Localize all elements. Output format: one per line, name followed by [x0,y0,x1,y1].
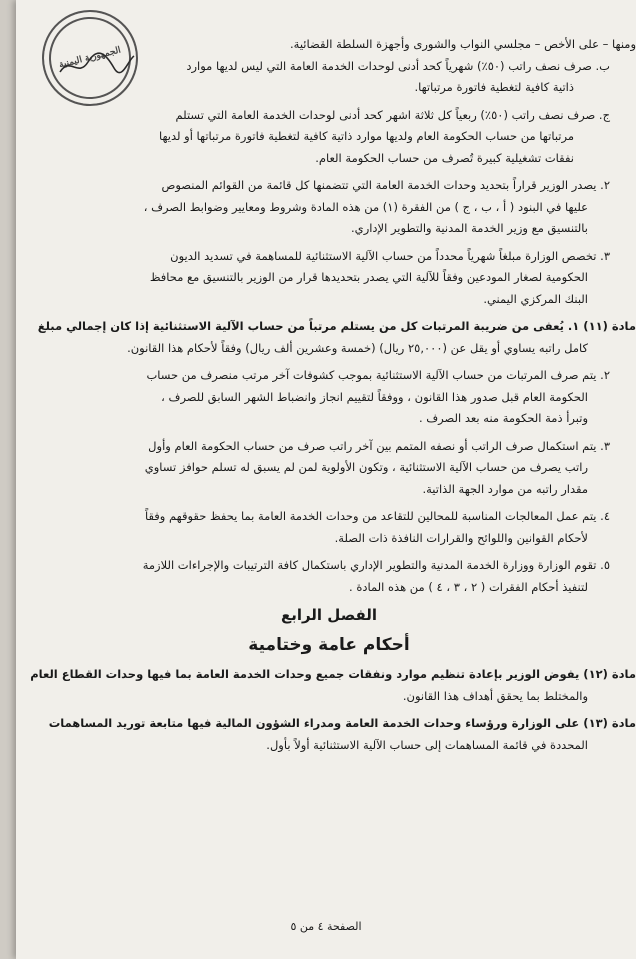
text-line: مادة (١٢) يفوض الوزير بإعادة تنظيم موارد ونفقات جميع وحدات الخدمة العامة بما فيها وحدات القطاع العام [30,667,636,681]
text-line: وتبرأ ذمة الحكومة منه بعد الصرف . [418,411,588,425]
document-body [22,34,636,756]
text-line: البنك المركزي اليمني. [483,291,588,306]
text-line: ب. صرف نصف راتب (٥٠٪) شهرياً كحد أدنى لوحدات الخدمة العامة التي ليس لديها موارد [186,58,610,73]
text-line: بالتنسيق مع وزير الخدمة المدنية والتطوير الإداري. [351,221,588,235]
text-line: ٢. يصدر الوزير قراراً بتحديد وحدات الخدمة العامة التي تتضمنها كل قائمة من القوائم المنصوص [161,178,610,192]
stamp-text: الجمهورية اليمنية [58,45,122,71]
text-line: المحددة في قائمة المساهمات إلى حساب الآلية الاستثنائية أولاً بأول. [266,737,588,752]
text-line: ٣. يتم استكمال صرف الراتب أو نصفه المتمم بين آخر راتب صرف من حساب الحكومة العام وأول [148,438,610,453]
text-line: ٤. يتم عمل المعالجات المناسبة للمحالين للتقاعد من وحدات الخدمة العامة بما يحفظ حقوقهم وفقاً [144,509,610,523]
text-line: الحكومية لصغار المودعين وفقاً للآلية التي يصدر بتحديدها قرار من الوزير بالتنسيق مع محافظ [149,270,588,284]
text-line: كامل راتبه يساوي أو يقل عن (٢٥,٠٠٠ ريال) (خمسة وعشرين ألف ريال) وفقاً لأحكام هذا القانون. [127,340,588,355]
text-line: لتنفيذ أحكام الفقرات ( ٢ ، ٣ ، ٤ ) من هذه المادة . [349,579,588,594]
chapter-subtitle: أحكام عامة وختامية [248,635,410,655]
text-line: ٥. تقوم الوزارة ووزارة الخدمة المدنية والتطوير الإداري باستكمال كافة الترتيبات والإجراءات اللازمة [142,558,610,572]
text-line: ومنها – على الأخص – مجلسي النواب والشورى وأجهزة السلطة القضائية. [290,37,636,51]
document-page [16,0,636,959]
text-line: ج. صرف نصف راتب (٥٠٪) ربعياً كل ثلاثة اشهر كحد أدنى لوحدات الخدمة العامة التي تستلم [175,107,610,122]
text-line: ٢. يتم صرف المرتبات من حساب الآلية الاستثنائية بموجب كشوفات آخر مرتب منصرف من حساب [146,368,610,382]
text-line: مقدار راتبه من موارد الجهة الذاتية. [422,481,588,496]
text-line: نفقات تشغيلية كبيرة تُصرف من حساب الحكومة العام. [315,150,574,165]
text-line: مرتباتها من حساب الحكومة العام ولديها موارد ذاتية كافية لتغطية فاتورة مرتباتها أو لديها [158,129,574,143]
text-line: ٣. تخصص الوزارة مبلغاً شهرياً محدداً من حساب الآلية الاستثنائية للمساهمة في تسديد الديون [170,248,610,263]
text-line: عليها في البنود ( أ ، ب ، ج ) من الفقرة (١) من هذه المادة وشروط ومعايير وضوابط الصرف ، [143,199,588,214]
text-line: الحكومة العام قبل صدور هذا القانون ، ووفقاً لتقييم انجاز وانضباط الشهر السابق للصرف ، [161,389,588,404]
text-line: راتب يصرف من حساب الآلية الاستثنائية ، وتكون الأولوية لمن لم يسبق له تسلم حوافز تساوي [144,460,588,474]
text-line: ذاتية كافية لتغطية فاتورة مرتباتها. [414,80,574,94]
page-number: الصفحة ٤ من ٥ [290,920,362,933]
chapter-title: الفصل الرابع [280,606,378,624]
text-line: مادة (١٣) على الوزارة ورؤساء وحدات الخدمة العامة ومدراء الشؤون المالية فيها متابعة توريد المساهمات [48,716,636,730]
text-line: مادة (١١) ١. يُعفى من ضريبة المرتبات كل من يستلم مرتباً من حساب الآلية الاستثنائية إذا كان إجمالي مبلغ [37,319,636,333]
text-line: والمختلط بما يحقق أهداف هذا القانون. [402,688,588,703]
text-line: لأحكام القوانين واللوائح والقرارات النافذة ذات الصلة. [334,530,588,545]
